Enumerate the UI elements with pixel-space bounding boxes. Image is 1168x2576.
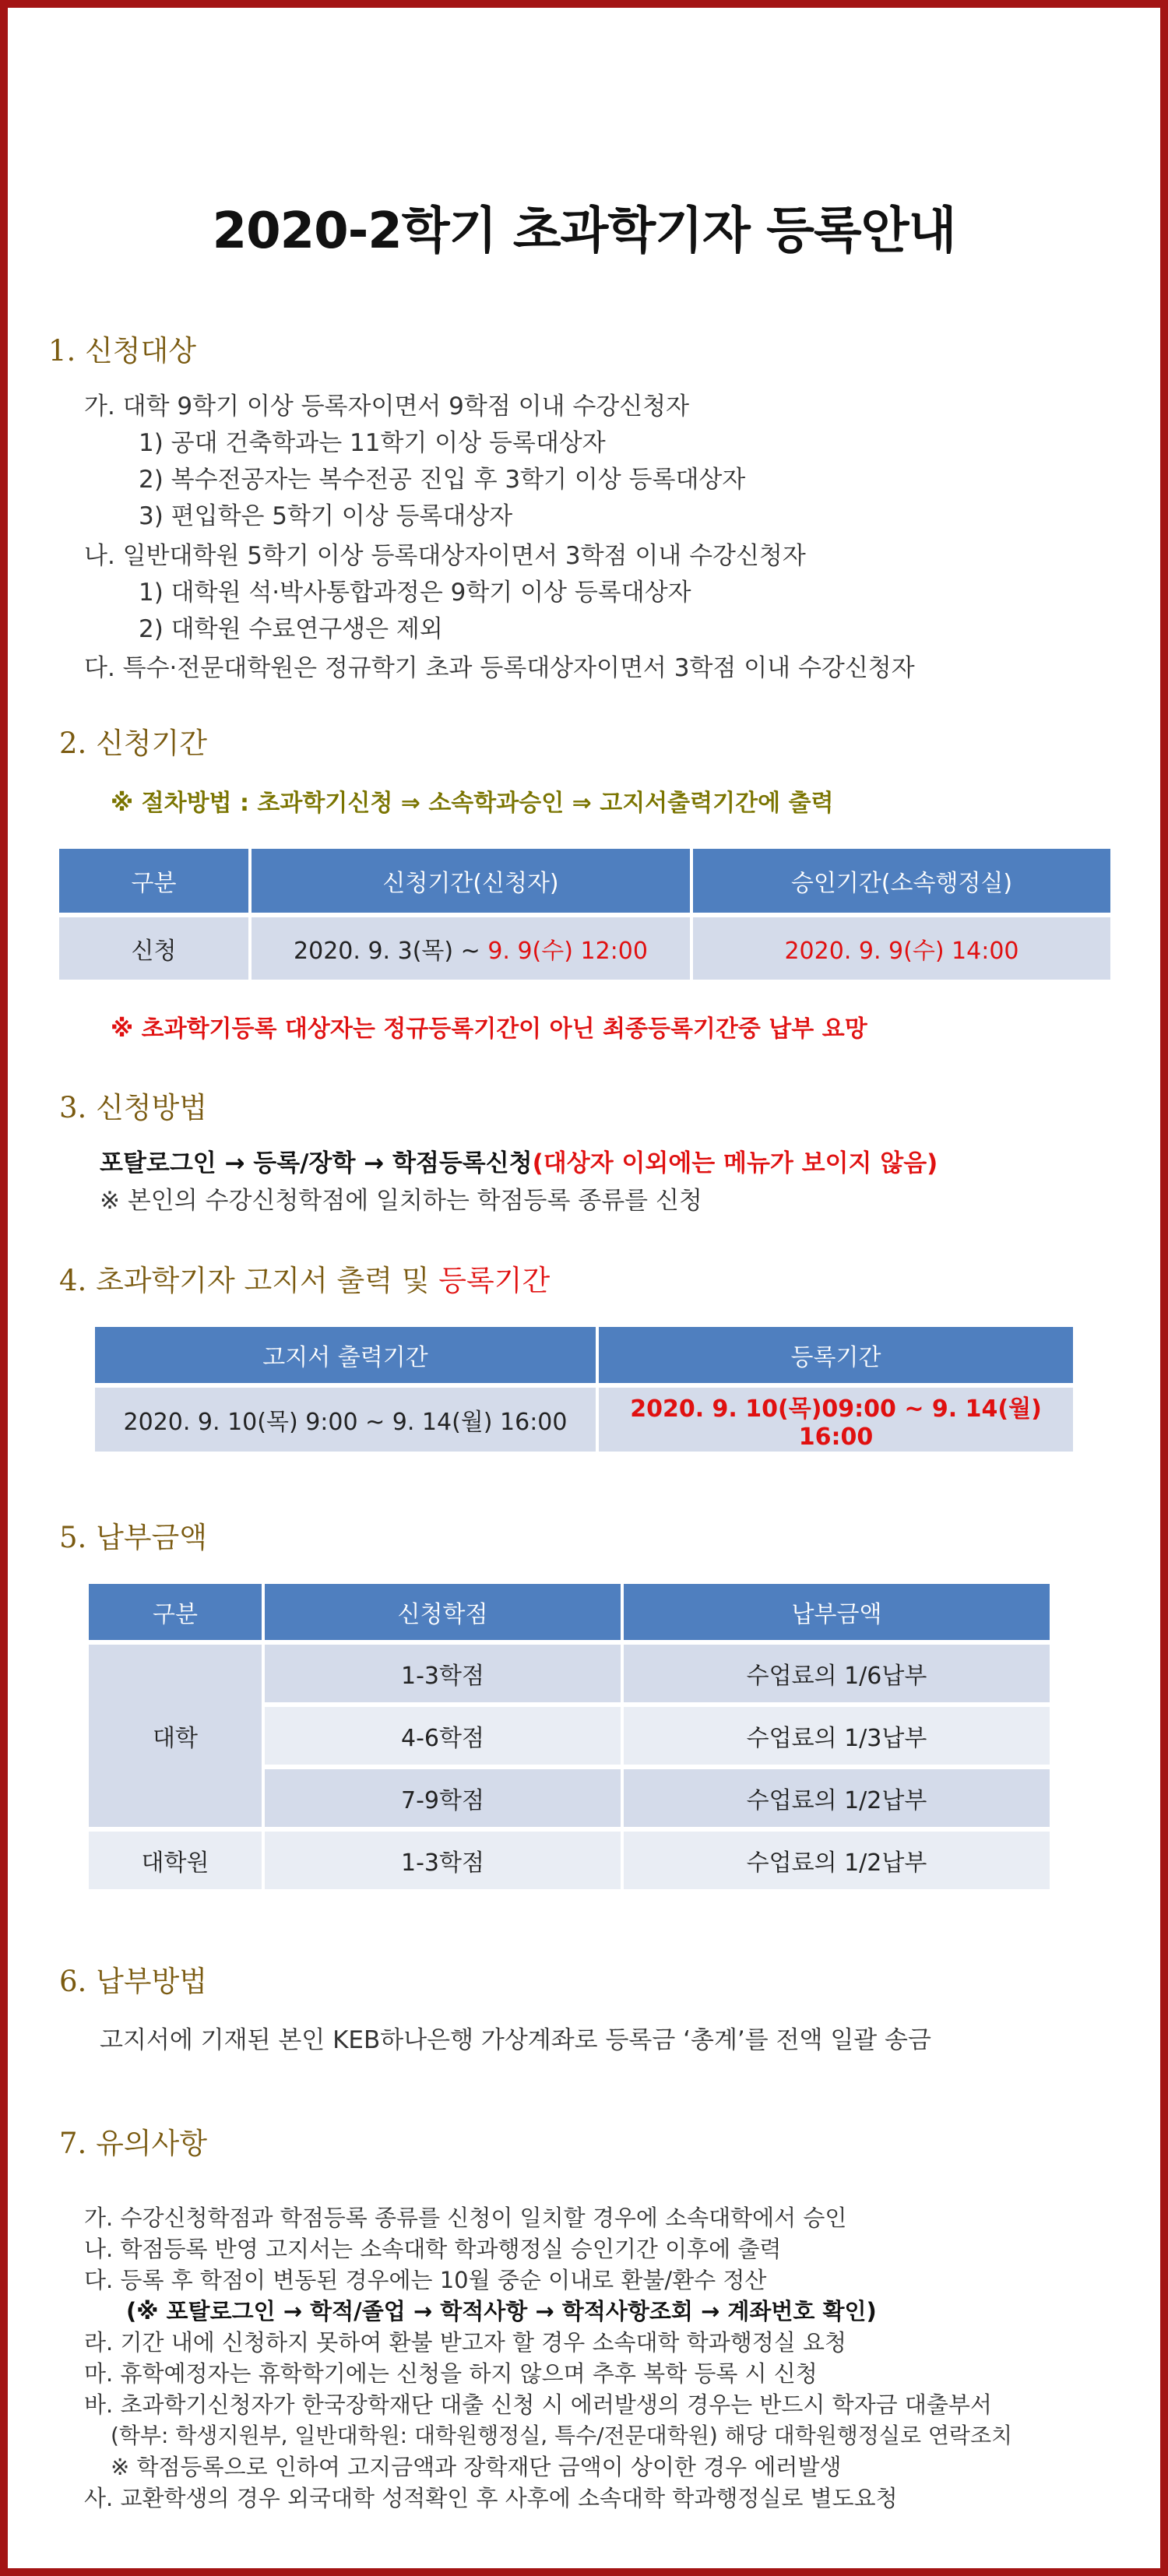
s1-line-7: 2) 대학원 수료연구생은 제외: [139, 615, 443, 643]
credits-cell: 4-6학점: [265, 1707, 624, 1765]
approval-period: 2020. 9. 9(수) 14:00: [693, 917, 1110, 980]
s2-procedure: ※ 절차방법 : 초과학기신청 ⇒ 소속학과승인 ⇒ 고지서출력기간에 출력: [111, 790, 834, 817]
header-category: 구분: [89, 1584, 265, 1640]
s1-line-1: 가. 대학 9학기 이상 등록자이면서 9학점 이내 수강신청자: [84, 392, 690, 421]
header-credits: 신청학점: [265, 1584, 624, 1640]
s6-text: 고지서에 기재된 본인 KEB하나은행 가상계좌로 등록금 ‘총계’를 전액 일괄 송금: [100, 2026, 931, 2054]
s7-line-7: 바. 초과학기신청자가 한국장학재단 대출 신청 시 에러발생의 경우는 반드시 학자금 대출부서: [84, 2391, 992, 2418]
s7-line-3: 다. 등록 후 학점이 변동된 경우에는 10월 중순 이내로 환불/환수 정산: [84, 2267, 767, 2293]
s1-line-2: 1) 공대 건축학과는 11학기 이상 등록대상자: [139, 429, 606, 457]
group-college: 대학: [89, 1645, 265, 1827]
s7-line-9: ※ 학점등록으로 인하여 고지금액과 장학재단 금액이 상이한 경우 에러발생: [111, 2454, 842, 2480]
payment-amount-table: [89, 1579, 1050, 1894]
s3-line-2: ※ 본인의 수강신청학점에 일치하는 학점등록 종류를 신청: [100, 1187, 702, 1215]
s1-line-5: 나. 일반대학원 5학기 이상 등록대상자이면서 3학점 이내 수강신청자: [84, 542, 806, 570]
row-label: 신청: [59, 917, 252, 980]
s7-line-1: 가. 수강신청학점과 학점등록 종류를 신청이 일치할 경우에 소속대학에서 승인: [84, 2205, 847, 2231]
header-category: 구분: [59, 849, 252, 913]
header-amount: 납부금액: [624, 1584, 1050, 1640]
table-row: [89, 1645, 1050, 1702]
s7-line-4: (※ 포탈로그인 → 학적/졸업 → 학적사항 → 학적사항조회 → 계좌번호 확인): [126, 2298, 877, 2324]
amount-cell: 수업료의 1/2납부: [624, 1832, 1050, 1889]
table-row: [89, 1832, 1050, 1889]
section-5-heading: 5. 납부금액: [59, 1521, 208, 1554]
billing-period-table: [95, 1322, 1073, 1456]
s7-line-2: 나. 학점등록 반영 고지서는 소속대학 학과행정실 승인기간 이후에 출력: [84, 2236, 782, 2262]
amount-cell: 수업료의 1/2납부: [624, 1769, 1050, 1827]
print-period: 2020. 9. 10(목) 9:00 ~ 9. 14(월) 16:00: [95, 1388, 599, 1452]
application-period-table: [59, 844, 1110, 984]
s1-line-4: 3) 편입학은 5학기 이상 등록대상자: [139, 502, 513, 530]
s1-line-3: 2) 복수전공자는 복수전공 진입 후 3학기 이상 등록대상자: [139, 466, 746, 494]
s7-line-8: (학부: 학생지원부, 일반대학원: 대학원행정실, 특수/전문대학원) 해당 대학원행정실로 연락조치: [111, 2423, 1013, 2448]
s3-path: [100, 1143, 938, 1178]
s7-line-6: 마. 휴학예정자는 휴학학기에는 신청을 하지 않으며 추후 복학 등록 시 신청: [84, 2360, 818, 2387]
s4-heading-main: 4. 초과학기자 고지서 출력 및: [59, 1264, 439, 1297]
s1-line-8: 다. 특수·전문대학원은 정규학기 초과 등록대상자이면서 3학점 이내 수강신청자: [84, 654, 915, 682]
s3-path-note: (대상자 이외에는 메뉴가 보이지 않음): [532, 1149, 938, 1177]
section-4-heading: [59, 1257, 550, 1299]
section-2-heading: 2. 신청기간: [59, 727, 208, 760]
apply-period-cell: [252, 917, 693, 980]
apply-period-start: 2020. 9. 3(목) ~: [294, 938, 488, 965]
s4-heading-highlight: 등록기간: [438, 1264, 551, 1297]
header-print-period: 고지서 출력기간: [95, 1327, 599, 1383]
s3-path-text: 포탈로그인 → 등록/장학 → 학점등록신청: [100, 1149, 533, 1177]
section-7-heading: 7. 유의사항: [59, 2127, 208, 2160]
credits-cell: 1-3학점: [265, 1645, 624, 1702]
header-apply-period: 신청기간(신청자): [252, 849, 693, 913]
s7-line-5: 라. 기간 내에 신청하지 못하여 환불 받고자 할 경우 소속대학 학과행정실 요청: [84, 2329, 847, 2356]
s1-line-6: 1) 대학원 석·박사통합과정은 9학기 이상 등록대상자: [139, 579, 691, 607]
section-6-heading: 6. 납부방법: [59, 1965, 208, 1998]
page-title: 2020-2학기 초과학기자 등록안내: [212, 202, 956, 260]
s7-line-10: 사. 교환학생의 경우 외국대학 성적확인 후 사후에 소속대학 학과행정실로 별도요청: [84, 2485, 898, 2511]
section-1-heading: 1. 신청대상: [48, 334, 197, 368]
amount-cell: 수업료의 1/6납부: [624, 1645, 1050, 1702]
credits-cell: 1-3학점: [265, 1832, 624, 1889]
group-grad: 대학원: [89, 1832, 265, 1889]
header-approval-period: 승인기간(소속행정실): [693, 849, 1110, 913]
header-reg-period: 등록기간: [599, 1327, 1073, 1383]
section-3-heading: 3. 신청방법: [59, 1091, 208, 1124]
reg-period: 2020. 9. 10(목)09:00 ~ 9. 14(월) 16:00: [599, 1388, 1073, 1452]
s2-note: ※ 초과학기등록 대상자는 정규등록기간이 아닌 최종등록기간중 납부 요망: [111, 1015, 867, 1043]
apply-period-end: 9. 9(수) 12:00: [487, 938, 648, 965]
amount-cell: 수업료의 1/3납부: [624, 1707, 1050, 1765]
credits-cell: 7-9학점: [265, 1769, 624, 1827]
